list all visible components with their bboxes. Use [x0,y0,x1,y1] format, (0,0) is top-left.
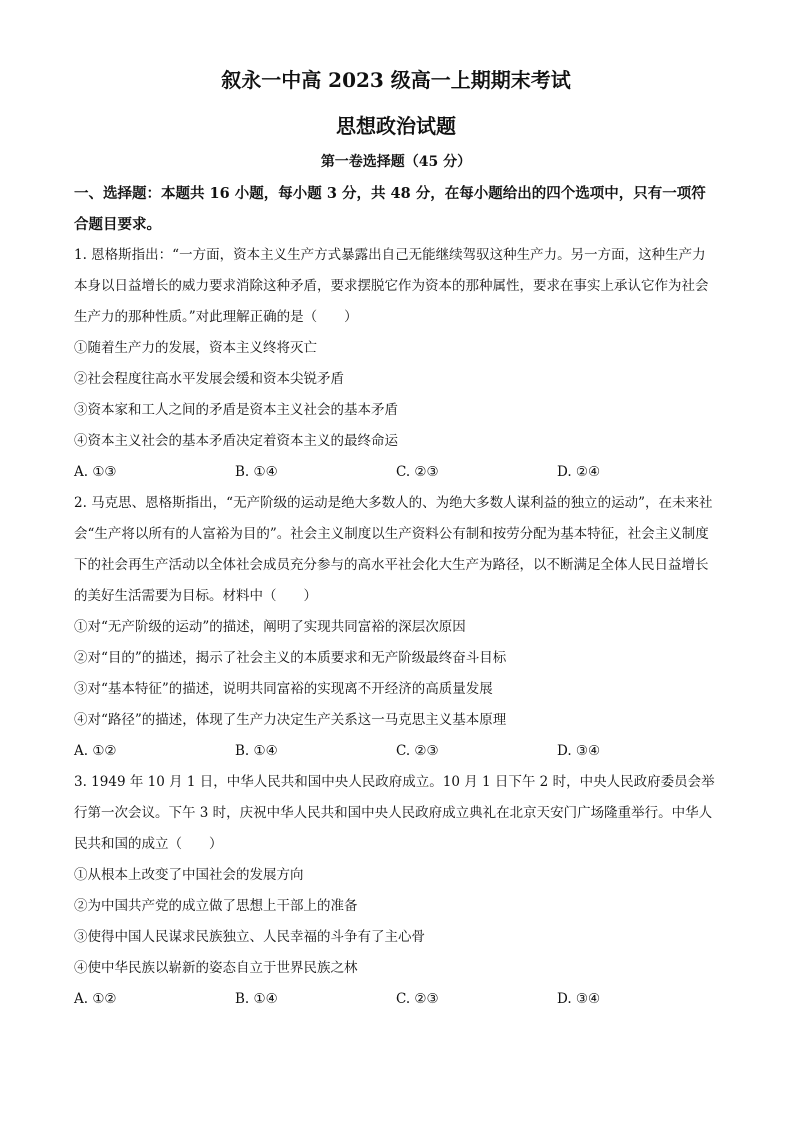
statement-option: ①从根本上改变了中国社会的发展方向 [74,867,304,883]
statement-option: ②对“目的”的描述，揭示了社会主义的本质要求和无产阶级最终奋斗目标 [74,650,507,666]
choice-a: A. ①② [74,991,117,1007]
question-stem: 2. 马克思、恩格斯指出，“无产阶级的运动是绝大多数人的、为绝大多数人谋利益的独立的运动”，在未来社会“生产将以所有的人富裕为目的”。社会主义制度以生产资料公有制和按劳分配为基本特征，社会主义制度下的社会再生产活动以全体社会成员充分参与的高水平社会化大生产为路径，以不断满足全体人民日益增长的美好生活需要为目标。材料中（ ） [74,495,713,604]
choice-d: D. ③④ [557,743,601,759]
statement-option: ①对“无产阶级的运动”的描述，阐明了实现共同富裕的深层次原因 [74,619,466,635]
section-heading: 第一卷选择题（45 分） [320,154,472,170]
instructions: 一、选择题：本题共 16 小题，每小题 3 分，共 48 分，在每小题给出的四个选项中，只有一项符合题目要求。 [74,185,706,233]
answer-choices [74,736,718,767]
choice-b: B. ①④ [235,991,278,1007]
exam-title: 叙永一中高 2023 级高一上期期末考试 [221,68,571,92]
choice-c: C. ②③ [396,464,439,480]
statement-option: ③对“基本特征”的描述，说明共同富裕的实现离不开经济的高质量发展 [74,681,493,697]
question-3 [74,767,718,1015]
statement-option: ④资本主义社会的基本矛盾决定着资本主义的最终命运 [74,433,398,449]
statement-option: ④对“路径”的描述，体现了生产力决定生产关系这一马克思主义基本原理 [74,712,507,728]
choice-a: A. ①③ [74,464,117,480]
statement-option: ③资本家和工人之间的矛盾是资本主义社会的基本矛盾 [74,402,398,418]
statement-option: ②为中国共产党的成立做了思想上干部上的准备 [74,898,358,914]
statement-option: ①随着生产力的发展，资本主义终将灭亡 [74,340,317,356]
choice-d: D. ②④ [557,464,601,480]
choice-c: C. ②③ [396,991,439,1007]
choice-a: A. ①② [74,743,117,759]
question-stem: 1. 恩格斯指出：“一方面，资本主义生产方式暴露出自己无能继续驾驭这种生产力。另一方面，这种生产力本身以日益增长的威力要求消除这种矛盾，要求摆脱它作为资本的那种属性，要求在事实上承认它作为社会生产力的那种性质。”对此理解正确的是（ ） [74,247,709,325]
choice-b: B. ①④ [235,743,278,759]
statement-option: ③使得中国人民谋求民族独立、人民幸福的斗争有了主心骨 [74,929,425,945]
answer-choices [74,457,718,488]
question-2 [74,488,718,767]
choice-c: C. ②③ [396,743,439,759]
answer-choices [74,984,718,1015]
choice-d: D. ③④ [557,991,601,1007]
exam-subtitle: 思想政治试题 [336,114,456,138]
statement-option: ④使中华民族以崭新的姿态自立于世界民族之林 [74,960,358,976]
question-stem: 3. 1949 年 10 月 1 日，中华人民共和国中央人民政府成立。10 月 1 日下午 2 时，中央人民政府委员会举行第一次会议。下午 3 时，庆祝中华人民共和国中央人民政府成立典礼在北京天安门广场隆重举行。中华人民共和国的成立（ ） [74,774,715,852]
choice-b: B. ①④ [235,464,278,480]
question-1 [74,240,718,488]
statement-option: ②社会程度往高水平发展会缓和资本尖锐矛盾 [74,371,344,387]
